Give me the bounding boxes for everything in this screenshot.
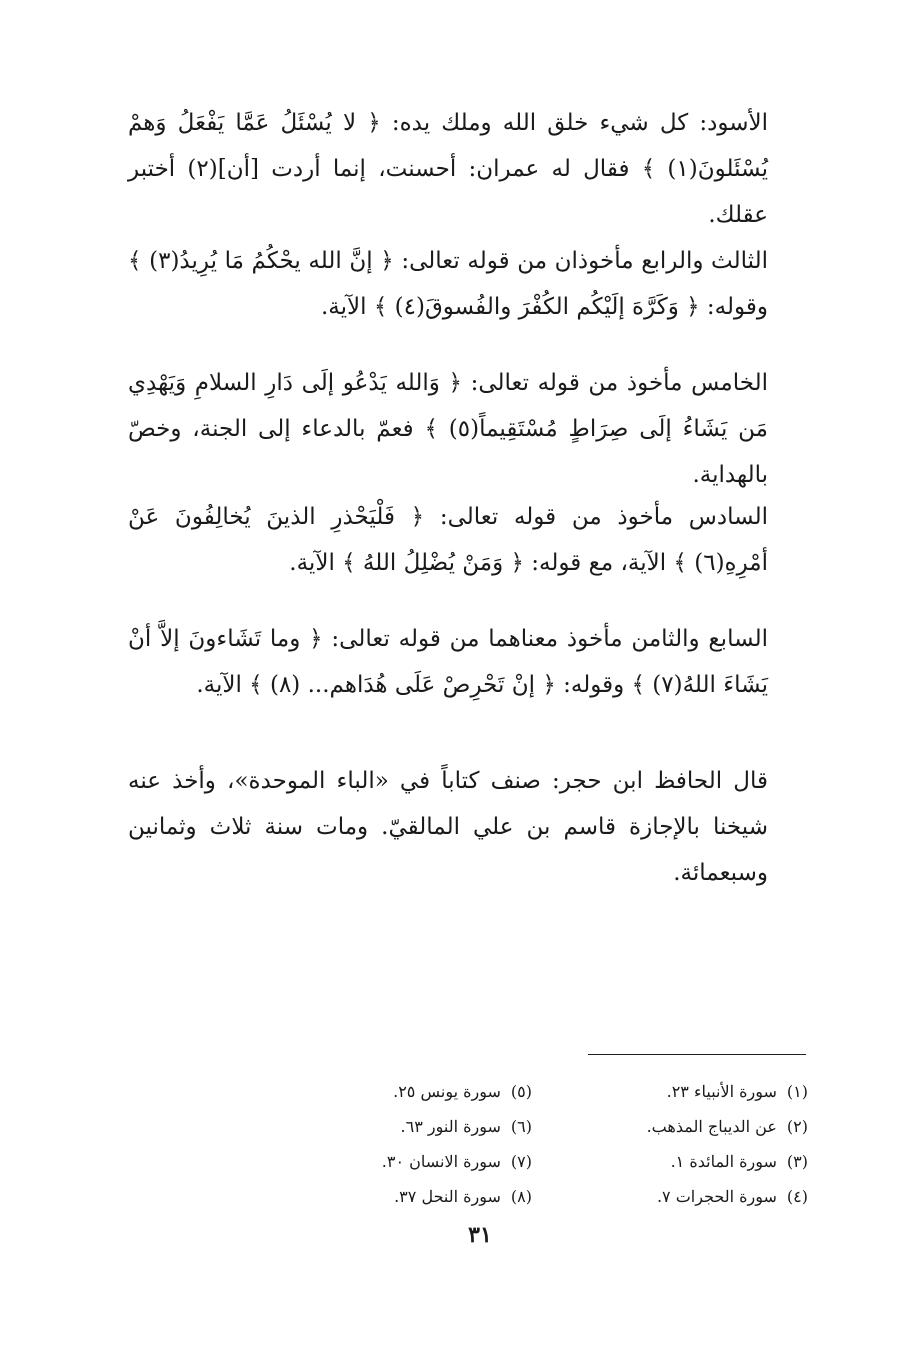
footnote-text: سورة النور ٦٣. (400, 1117, 501, 1136)
footnote-text: سورة الانسان ٣٠. (381, 1152, 501, 1171)
footnote-separator-line (588, 1054, 806, 1055)
footnote-number: (٧) (510, 1152, 532, 1171)
footnote-8 (332, 1179, 532, 1214)
footnote-4 (608, 1179, 808, 1214)
paragraph-5: السابع والثامن مأخوذ معناهما من قوله تعالى: ﴿ وما تَشَاءونَ إلاَّ أنْ يَشَاءَ اللهُ(٧) ﴾ وقوله: ﴿ إنْ تَحْرِصْ عَلَى هُدَاهم... (٨) ﴾ الآية. (128, 626, 768, 698)
footnote-text: سورة المائدة ١. (670, 1152, 777, 1171)
page-number: ٣١ (468, 1222, 492, 1248)
footnote-number: (٨) (510, 1187, 532, 1206)
footnotes-right-column (608, 1074, 808, 1214)
footnote-1 (608, 1074, 808, 1109)
footnote-text: سورة الحجرات ٧. (656, 1187, 777, 1206)
paragraph-6: قال الحافظ ابن حجر: صنف كتاباً في «الباء الموحدة»، وأخذ عنه شيخنا بالإجازة قاسم بن علي المالقيّ. ومات سنة ثلاث وثمانين وسبعمائة. (128, 768, 768, 886)
footnote-7 (332, 1144, 532, 1179)
paragraph-1: الأسود: كل شيء خلق الله وملك يده: ﴿ لا يُسْئَلُ عَمَّا يَفْعَلُ وَهمْ يُسْئَلونَ(١) ﴾ فقال له عمران: أحسنت، إنما أردت [أن](٢) أختبر عقلك. (128, 110, 768, 228)
footnote-number: (٤) (786, 1187, 808, 1206)
footnote-number: (٣) (786, 1152, 808, 1171)
footnote-number: (٦) (510, 1117, 532, 1136)
footnote-number: (٥) (510, 1082, 532, 1101)
footnote-2 (608, 1109, 808, 1144)
footnote-text: سورة النحل ٣٧. (394, 1187, 501, 1206)
footnote-number: (٢) (786, 1117, 808, 1136)
footnote-text: سورة الأنبياء ٢٣. (666, 1082, 777, 1101)
footnotes-left-column (332, 1074, 532, 1214)
footnote-text: سورة يونس ٢٥. (393, 1082, 501, 1101)
footnote-6 (332, 1109, 532, 1144)
footnote-3 (608, 1144, 808, 1179)
footnote-5 (332, 1074, 532, 1109)
paragraph-3: الخامس مأخوذ من قوله تعالى: ﴿ وَالله يَدْعُو إلَى دَارِ السلامِ وَيَهْدِي مَن يَشَاءُ إلَى صِرَاطٍ مُسْتَقِيماً(٥) ﴾ فعمّ بالدعاء إلى الجنة، وخصّ بالهداية. (128, 370, 768, 488)
footnote-text: عن الديباج المذهب. (646, 1117, 777, 1136)
paragraph-4: السادس مأخوذ من قوله تعالى: ﴿ فَلْيَحْذرِ الذينَ يُخالِفُونَ عَنْ أمْرِهِ(٦) ﴾ الآية، مع قوله: ﴿ وَمَنْ يُضْلِلُ اللهُ ﴾ الآية. (128, 504, 768, 576)
footnote-number: (١) (786, 1082, 808, 1101)
paragraph-2: الثالث والرابع مأخوذان من قوله تعالى: ﴿ إنَّ الله يحْكُمُ مَا يُرِيدُ(٣) ﴾ وقوله: ﴿ وَكَرَّهَ إلَيْكُم الكُفْرَ والفُسوقَ(٤) ﴾ الآية. (128, 248, 768, 320)
